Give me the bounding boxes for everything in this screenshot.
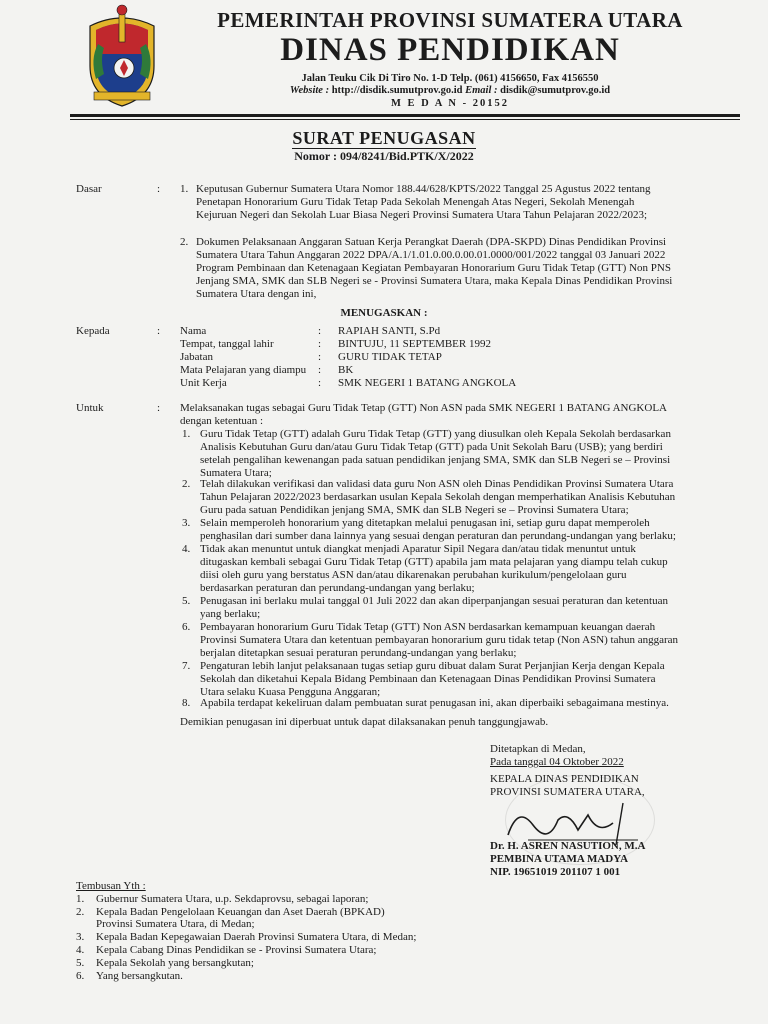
signature-place: Ditetapkan di Medan,: [490, 743, 586, 755]
dasar-item-line: Dokumen Pelaksanaan Anggaran Satuan Kerja Perangkat Daerah (DPA-SKPD) Dinas Pendidikan Provinsi: [196, 236, 667, 248]
email-link[interactable]: disdik@sumutprov.go.id: [500, 85, 611, 96]
tembusan-number: 6.: [76, 970, 85, 982]
untuk-item-line: diisi oleh guru yang berstatus ASN dan/atau dikarenakan perubahan kurikulum/pengelolaan guru: [200, 569, 627, 581]
untuk-item-line: setelah pengalihan kewenangan pada satuan pendidikan jenjang SMA, SMK dan SLB Negeri se – Provinsi: [200, 454, 671, 466]
untuk-item-line: Guru Tidak Tetap (GTT) adalah Guru Tidak Tetap (GTT) yang diusulkan oleh Kepala Sekolah berdasarkan: [200, 428, 671, 440]
dasar-colon: :: [157, 183, 161, 195]
untuk-item-line: Utara selaku Kuasa Pengguna Anggaran;: [200, 686, 381, 698]
tembusan-line: Kepala Badan Pengelolaan Keuangan dan Aset Daerah (BPKAD): [96, 906, 385, 918]
untuk-item-number: 6.: [182, 621, 191, 633]
field-colon: :: [318, 338, 322, 350]
header-agency: DINAS PENDIDIKAN: [280, 32, 620, 68]
field-name: Jabatan: [180, 351, 213, 363]
untuk-item-line: Analisis Kebutuhan Guru dan/atau Guru Tidak Tetap (GTT) pada Unit Sekolah Baru (USB); yang berdiri: [200, 441, 663, 453]
email-label: Email :: [465, 85, 498, 96]
header-contact: [170, 85, 730, 96]
dasar-item-line: Jenjang SMA, SMK dan SLB Negeri se - Provinsi Sumatera Utara, maka Kepala Dinas Pendidikan Provinsi: [196, 275, 673, 287]
dasar-item-line: Sumatera Utara dengan ini,: [196, 288, 317, 300]
header-city: M E D A N - 20152: [391, 98, 509, 109]
kepada-colon: :: [157, 325, 161, 337]
untuk-item-line: Sumatera Utara;: [200, 467, 272, 479]
dasar-item-line: Keputusan Gubernur Sumatera Utara Nomor 188.44/628/KPTS/2022 Tanggal 25 Agustus 2022 tentang: [196, 183, 651, 195]
header-divider-thin: [70, 119, 740, 120]
untuk-item-line: Telah dilakukan verifikasi dan validasi data guru Non ASN oleh Dinas Pendidikan Provinsi Sumatera Utara: [200, 478, 674, 490]
dasar-label: Dasar: [76, 183, 102, 195]
tembusan-line: Kepala Sekolah yang bersangkutan;: [96, 957, 254, 969]
signer-name: Dr. H. ASREN NASUTION, M.A: [490, 840, 646, 852]
field-name: Tempat, tanggal lahir: [180, 338, 274, 350]
field-name: Unit Kerja: [180, 377, 227, 389]
untuk-item-line: Apabila terdapat kekeliruan dalam pembuatan surat penugasan ini, akan diperbaiki sebagaimana mestinya.: [200, 697, 669, 709]
untuk-item-line: Selain memperoleh honorarium yang ditetapkan melalui penugasan ini, setiap guru dapat memperoleh: [200, 517, 650, 529]
header-divider-thick: [70, 114, 740, 117]
signature-date: Pada tanggal 04 Oktober 2022: [490, 756, 624, 768]
menugaskan-heading: MENUGASKAN :: [340, 307, 428, 319]
untuk-item-line: Tahun Pelajaran 2022/2023 berdasarkan usulan Kepala Sekolah dengan memperhatikan Analisis Kebutuhan: [200, 491, 676, 503]
tembusan-number: 3.: [76, 931, 85, 943]
untuk-item-line: berdasarkan peraturan dan perundang-undangan yang berlaku;: [200, 582, 475, 594]
untuk-item-line: yang berlaku;: [200, 608, 261, 620]
kepada-label: Kepada: [76, 325, 110, 337]
website-link[interactable]: http://disdik.sumutprov.go.id: [331, 85, 463, 96]
sumatera-utara-emblem-icon: [82, 4, 162, 108]
tembusan-number: 2.: [76, 906, 85, 918]
field-name: Nama: [180, 325, 207, 337]
untuk-item-number: 2.: [182, 478, 191, 490]
untuk-intro-line: dengan ketentuan :: [180, 415, 264, 427]
closing-statement: Demikian penugasan ini diperbuat untuk dapat dilaksanakan penuh tanggungjawab.: [180, 716, 549, 728]
field-colon: :: [318, 364, 322, 376]
dasar-item-line: Program Pembinaan dan Ketenagaan Kegiatan Pembayaran Honorarium Guru Tidak Tetap (GTT) Non PNS: [196, 262, 671, 274]
tembusan-line: Provinsi Sumatera Utara, di Medan;: [96, 918, 255, 930]
untuk-item-number: 3.: [182, 517, 191, 529]
tembusan-line: Kepala Cabang Dinas Pendidikan se - Provinsi Sumatera Utara;: [96, 944, 377, 956]
tembusan-number: 5.: [76, 957, 85, 969]
dasar-item-number: 2.: [180, 236, 189, 248]
untuk-colon: :: [157, 402, 161, 414]
signature-position: KEPALA DINAS PENDIDIKAN: [490, 773, 639, 785]
letter-number: Nomor : 094/8241/Bid.PTK/X/2022: [294, 149, 474, 163]
letter-title: SURAT PENUGASAN: [292, 128, 476, 148]
tembusan-number: 4.: [76, 944, 85, 956]
untuk-item-number: 8.: [182, 697, 191, 709]
dasar-item-line: Sumatera Utara Tahun Anggaran 2022 DPA/A.1/1.01.0.00.0.00.01.0000/001/2022 tanggal 03 Januari 2022: [196, 249, 666, 261]
tembusan-line: Yang bersangkutan.: [96, 970, 183, 982]
untuk-item-line: Guru pada satuan Pendidikan jenjang SMA, SMK dan SLB Negeri se – Provinsi Sumatera Utara;: [200, 504, 629, 516]
dasar-item-line: Kejuruan Negeri dan Sekolah Luar Biasa Negeri Provinsi Sumatera Utara Tahun Pelajaran 2022/2023;: [196, 209, 648, 221]
untuk-item-number: 7.: [182, 660, 191, 672]
untuk-item-line: berjalan ditetapkan sesuai peraturan perundang-undangan yang berlaku;: [200, 647, 517, 659]
tembusan-title: Tembusan Yth :: [76, 880, 146, 892]
header-government: PEMERINTAH PROVINSI SUMATERA UTARA: [217, 8, 683, 32]
field-name: Mata Pelajaran yang diampu: [180, 364, 307, 376]
untuk-item-line: Provinsi Sumatera Utara dan ketentuan pembayaran honorarium guru tidak tetap (Non ASN) tahun anggaran: [200, 634, 679, 646]
field-value: SMK NEGERI 1 BATANG ANGKOLA: [338, 377, 517, 389]
untuk-item-line: Tidak akan menuntut untuk diangkat menjadi Aparatur Sipil Negara dan/atau tidak menuntut untuk: [200, 543, 636, 555]
header-address: Jalan Teuku Cik Di Tiro No. 1-D Telp. (061) 4156650, Fax 4156550: [301, 73, 599, 84]
field-value: GURU TIDAK TETAP: [338, 351, 442, 363]
field-colon: :: [318, 351, 322, 363]
field-value: BK: [338, 364, 354, 376]
untuk-item-number: 5.: [182, 595, 191, 607]
untuk-item-line: Pembayaran honorarium Guru Tidak Tetap (GTT) Non ASN berdasarkan kemampuan keuangan daerah: [200, 621, 656, 633]
untuk-item-number: 4.: [182, 543, 191, 555]
untuk-item-number: 1.: [182, 428, 191, 440]
field-value: RAPIAH SANTI, S.Pd: [338, 325, 441, 337]
signer-nip: NIP. 19651019 201107 1 001: [490, 866, 621, 878]
tembusan-number: 1.: [76, 893, 85, 905]
untuk-label: Untuk: [76, 402, 104, 414]
untuk-item-line: Pengaturan lebih lanjut pelaksanaan tugas setiap guru dibuat dalam Surat Perjanjian Kerja dengan Kepala: [200, 660, 665, 672]
dasar-item-number: 1.: [180, 183, 189, 195]
untuk-item-line: Penugasan ini berlaku mulai tanggal 01 Juli 2022 dan akan diperpanjangan sesuai peraturan dan ketentuan: [200, 595, 668, 607]
untuk-item-line: ditugaskan kembali sebagai Guru Tidak Tetap (GTT) apabila jam mata pelajaran yang diampu telah cukup: [200, 556, 668, 568]
untuk-intro-line: Melaksanakan tugas sebagai Guru Tidak Tetap (GTT) Non ASN pada SMK NEGERI 1 BATANG ANGKOLA: [180, 402, 667, 414]
signature-position: PROVINSI SUMATERA UTARA,: [490, 786, 645, 798]
untuk-item-line: Sekolah dan diketahui Kepala Bidang Pembinaan dan Ketenagaan Dinas Pendidikan Provinsi Sumatera: [200, 673, 656, 685]
tembusan-line: Kepala Badan Kepegawaian Daerah Provinsi Sumatera Utara, di Medan;: [96, 931, 417, 943]
field-value: BINTUJU, 11 SEPTEMBER 1992: [338, 338, 491, 350]
signer-rank: PEMBINA UTAMA MADYA: [490, 853, 629, 865]
field-colon: :: [318, 325, 322, 337]
tembusan-line: Gubernur Sumatera Utara, u.p. Sekdaprovsu, sebagai laporan;: [96, 893, 369, 905]
untuk-item-line: penghasilan dari sumber dana lainnya yang sesuai dengan peraturan dan perundang-undangan yang berlaku;: [200, 530, 676, 542]
website-label: Website :: [289, 85, 330, 96]
field-colon: :: [318, 377, 322, 389]
dasar-item-line: Penetapan Honorarium Guru Tidak Tetap Pada Sekolah Menengah Atas Negeri, Sekolah Menengah: [196, 196, 635, 208]
